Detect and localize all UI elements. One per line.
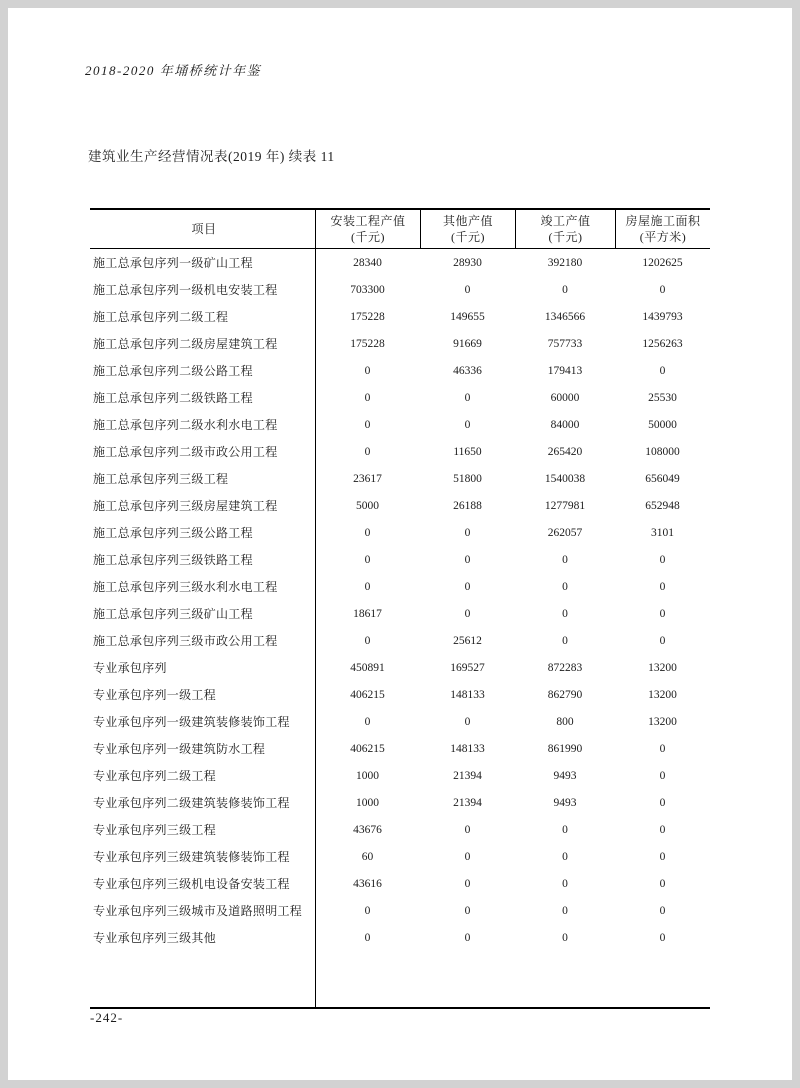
table-row [90, 249, 710, 276]
cell-value: 0 [464, 418, 471, 431]
cell-value: 148133 [450, 742, 485, 755]
cell-value: 872283 [547, 661, 583, 674]
cell-value: 179413 [547, 364, 583, 377]
column-header [420, 210, 515, 248]
row-label: 专业承包序列三级城市及道路照明工程 [93, 904, 303, 918]
cell-value: 0 [659, 877, 666, 890]
table-row [90, 438, 710, 465]
cell-value: 0 [562, 607, 568, 620]
cell-value: 0 [562, 634, 568, 647]
table-row [90, 492, 710, 519]
cell-value: 392180 [547, 256, 583, 269]
cell-value: 28930 [453, 256, 482, 269]
cell-value: 9493 [553, 796, 577, 809]
cell-value: 0 [562, 877, 568, 890]
cell-value: 0 [659, 850, 666, 863]
row-label: 施工总承包序列三级市政公用工程 [93, 634, 278, 648]
cell-value: 0 [464, 904, 471, 917]
column-header [90, 210, 315, 248]
cell-value: 0 [659, 283, 666, 296]
table-row [90, 843, 710, 870]
cell-value: 0 [659, 904, 666, 917]
cell-value: 25530 [648, 391, 677, 404]
cell-value: 0 [464, 526, 471, 539]
table-row [90, 384, 710, 411]
cell-value: 9493 [553, 769, 577, 782]
row-label: 施工总承包序列二级市政公用工程 [93, 445, 278, 459]
cell-value: 21394 [453, 796, 482, 809]
cell-value: 0 [659, 931, 666, 944]
cell-value: 0 [659, 769, 666, 782]
cell-value: 0 [464, 877, 471, 890]
column-header-unit: (千元) [548, 230, 583, 244]
cell-value: 1277981 [544, 499, 586, 512]
cell-value: 5000 [356, 499, 379, 512]
cell-value: 0 [464, 391, 471, 404]
cell-value: 0 [364, 391, 371, 404]
table-row [90, 465, 710, 492]
cell-value: 91669 [453, 337, 482, 350]
cell-value: 406215 [350, 688, 385, 701]
cell-value: 0 [464, 283, 471, 296]
cell-value: 0 [659, 742, 666, 755]
table-row [90, 870, 710, 897]
cell-value: 60000 [550, 391, 580, 404]
row-label: 专业承包序列三级其他 [93, 931, 217, 945]
cell-value: 0 [562, 553, 568, 566]
cell-value: 0 [464, 823, 471, 836]
cell-value: 13200 [648, 661, 677, 674]
row-label: 专业承包序列三级机电设备安装工程 [93, 877, 290, 891]
cell-value: 800 [556, 715, 574, 728]
table-row [90, 735, 710, 762]
cell-value: 84000 [550, 418, 580, 431]
cell-value: 46336 [453, 364, 482, 377]
column-header-label: 竣工产值 [540, 214, 591, 228]
table-row [90, 897, 710, 924]
cell-value: 0 [364, 364, 371, 377]
cell-value: 757733 [547, 337, 583, 350]
column-header-unit: (千元) [351, 230, 385, 244]
column-header [615, 210, 710, 248]
cell-value: 0 [464, 607, 471, 620]
cell-value: 43676 [353, 823, 382, 836]
cell-value: 265420 [547, 445, 583, 458]
table-row [90, 600, 710, 627]
table-row [90, 573, 710, 600]
table-row [90, 681, 710, 708]
cell-value: 11650 [453, 445, 482, 458]
cell-value: 703300 [350, 283, 385, 296]
cell-value: 26188 [453, 499, 482, 512]
page-number: -242- [90, 1010, 124, 1025]
table-row [90, 627, 710, 654]
cell-value: 25612 [453, 634, 482, 647]
column-header-unit: (平方米) [639, 230, 687, 244]
table-row [90, 762, 710, 789]
cell-value: 0 [562, 850, 568, 863]
cell-value: 0 [364, 715, 371, 728]
cell-value: 0 [562, 904, 568, 917]
row-label: 施工总承包序列二级工程 [93, 310, 229, 324]
table-row [90, 330, 710, 357]
row-label: 专业承包序列二级工程 [93, 769, 217, 783]
cell-value: 0 [659, 796, 666, 809]
cell-value: 450891 [350, 661, 385, 674]
cell-value: 0 [364, 634, 371, 647]
row-label: 专业承包序列 [93, 661, 167, 675]
table-row [90, 303, 710, 330]
table-header-row [90, 210, 710, 249]
cell-value: 1540038 [544, 472, 586, 485]
cell-value: 0 [464, 580, 471, 593]
table-body [90, 249, 710, 1007]
cell-value: 1256263 [642, 337, 683, 350]
statistics-table [90, 208, 710, 1009]
table-row [90, 654, 710, 681]
table-row [90, 357, 710, 384]
document-page [8, 8, 792, 1080]
table-row [90, 276, 710, 303]
table-row [90, 924, 710, 951]
cell-value: 28340 [353, 256, 382, 269]
table-row [90, 708, 710, 735]
cell-value: 861990 [547, 742, 583, 755]
cell-value: 13200 [648, 688, 677, 701]
cell-value: 1000 [356, 796, 379, 809]
cell-value: 656049 [645, 472, 680, 485]
cell-value: 50000 [648, 418, 677, 431]
column-header-label: 房屋施工面积 [625, 214, 701, 228]
cell-value: 175228 [350, 310, 385, 323]
cell-value: 0 [364, 553, 371, 566]
column-header-label: 安装工程产值 [330, 214, 406, 228]
cell-value: 0 [364, 931, 371, 944]
row-label: 施工总承包序列二级房屋建筑工程 [93, 337, 278, 351]
cell-value: 0 [659, 634, 666, 647]
cell-value: 0 [364, 580, 371, 593]
cell-value: 1439793 [642, 310, 683, 323]
cell-value: 0 [464, 553, 471, 566]
cell-value: 13200 [648, 715, 677, 728]
cell-value: 0 [364, 904, 371, 917]
cell-value: 23617 [353, 472, 382, 485]
cell-value: 0 [562, 283, 568, 296]
row-label: 施工总承包序列二级公路工程 [93, 364, 253, 378]
row-label: 专业承包序列二级建筑装修装饰工程 [93, 796, 290, 810]
row-label: 施工总承包序列三级房屋建筑工程 [93, 499, 278, 513]
cell-value: 1202625 [642, 256, 683, 269]
cell-value: 0 [364, 445, 371, 458]
row-label: 施工总承包序列三级矿山工程 [93, 607, 253, 621]
row-label: 专业承包序列三级工程 [93, 823, 217, 837]
cell-value: 175228 [350, 337, 385, 350]
cell-value: 149655 [450, 310, 485, 323]
cell-value: 18617 [353, 607, 382, 620]
cell-value: 0 [659, 580, 666, 593]
cell-value: 0 [464, 850, 471, 863]
cell-value: 862790 [547, 688, 583, 701]
cell-value: 0 [659, 823, 666, 836]
row-label: 施工总承包序列三级铁路工程 [93, 553, 253, 567]
column-header [315, 210, 420, 248]
cell-value: 0 [562, 931, 568, 944]
column-header-label: 其他产值 [442, 214, 493, 228]
row-label: 专业承包序列一级工程 [93, 688, 217, 702]
cell-value: 3101 [651, 526, 674, 539]
cell-value: 1000 [356, 769, 379, 782]
cell-value: 51800 [453, 472, 482, 485]
table-row [90, 519, 710, 546]
cell-value: 0 [659, 364, 666, 377]
book-header: 2018-2020 年埇桥统计年鉴 [85, 63, 262, 78]
column-header-label: 项目 [191, 222, 217, 236]
cell-value: 0 [464, 931, 471, 944]
table-row [90, 816, 710, 843]
row-label: 专业承包序列三级建筑装修装饰工程 [93, 850, 290, 864]
column-header-unit: (千元) [451, 230, 485, 244]
cell-value: 21394 [453, 769, 482, 782]
row-label: 专业承包序列一级建筑防水工程 [93, 742, 266, 756]
cell-value: 0 [562, 580, 568, 593]
row-label: 施工总承包序列三级公路工程 [93, 526, 253, 540]
cell-value: 60 [361, 850, 374, 863]
table-row [90, 789, 710, 816]
table-row [90, 546, 710, 573]
cell-value: 406215 [350, 742, 385, 755]
cell-value: 0 [364, 418, 371, 431]
cell-value: 0 [364, 526, 371, 539]
cell-value: 0 [659, 607, 666, 620]
row-label: 专业承包序列一级建筑装修装饰工程 [93, 715, 290, 729]
cell-value: 652948 [645, 499, 680, 512]
row-label: 施工总承包序列二级水利水电工程 [93, 418, 278, 432]
cell-value: 148133 [450, 688, 485, 701]
cell-value: 169527 [450, 661, 485, 674]
cell-value: 1346566 [544, 310, 586, 323]
cell-value: 0 [464, 715, 471, 728]
cell-value: 262057 [547, 526, 583, 539]
column-header [515, 210, 615, 248]
table-row [90, 411, 710, 438]
row-label: 施工总承包序列二级铁路工程 [93, 391, 253, 405]
column-divider [315, 249, 316, 1007]
row-label: 施工总承包序列三级工程 [93, 472, 229, 486]
table-title: 建筑业生产经营情况表(2019 年) 续表 11 [88, 149, 335, 164]
cell-value: 0 [562, 823, 568, 836]
cell-value: 43616 [353, 877, 382, 890]
cell-value: 108000 [645, 445, 680, 458]
cell-value: 0 [659, 553, 666, 566]
row-label: 施工总承包序列一级机电安装工程 [93, 283, 278, 297]
row-label: 施工总承包序列三级水利水电工程 [93, 580, 278, 594]
row-label: 施工总承包序列一级矿山工程 [93, 256, 253, 270]
